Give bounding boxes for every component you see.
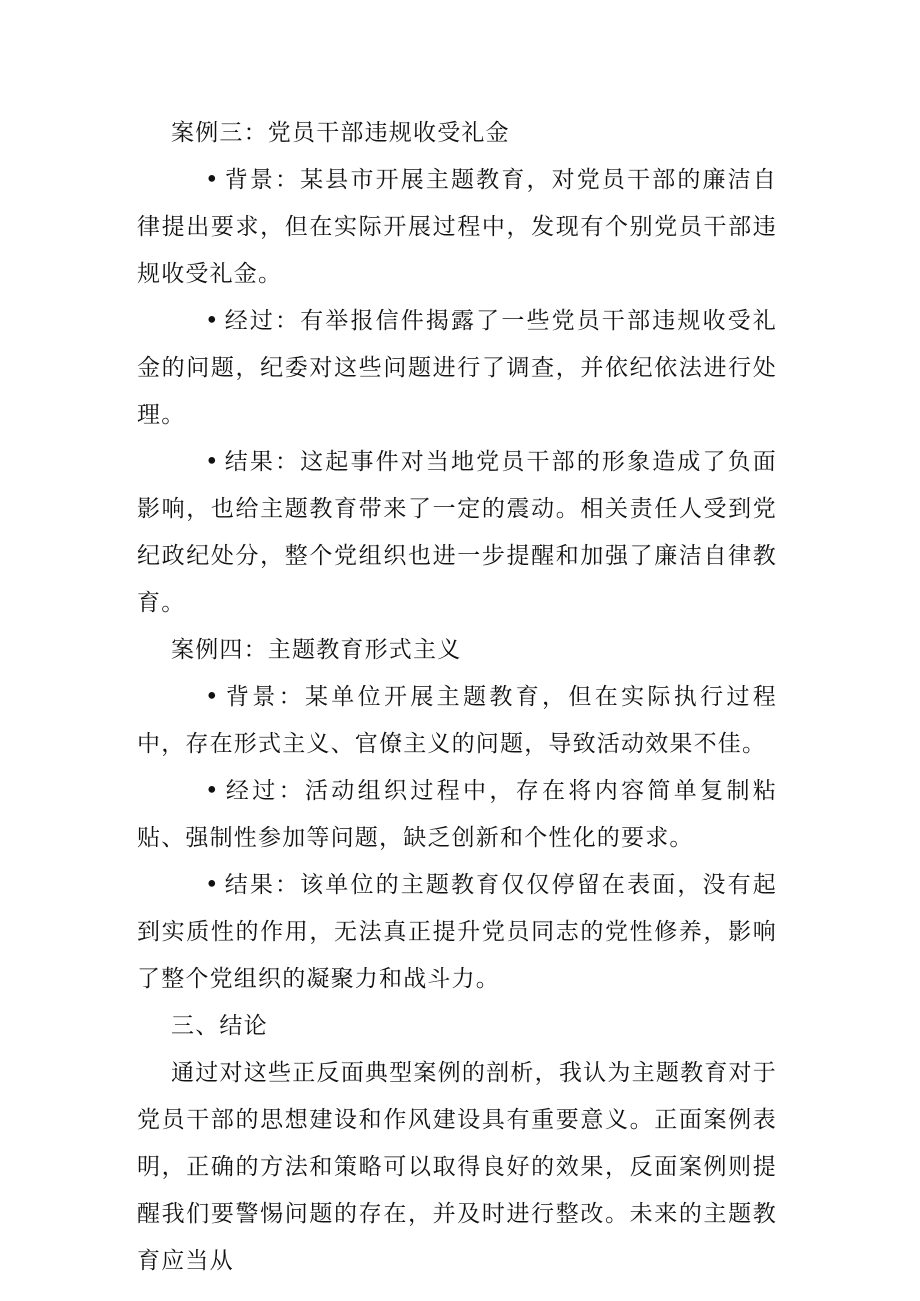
case4-process-text: 经过：活动组织过程中，存在将内容简单复制粘贴、强制性参加等问题，缺乏创新和个性化的要求。	[137, 778, 777, 851]
case4-result-text: 结果：该单位的主题教育仅仅停留在表面，没有起到实质性的作用，无法真正提升党员同志的党性修养，影响了整个党组织的凝聚力和战斗力。	[137, 872, 777, 992]
case4-title: 案例四：主题教育形式主义	[171, 637, 462, 663]
document-body	[137, 110, 777, 1285]
bullet-dot: •	[205, 449, 220, 475]
case4-result-paragraph	[137, 862, 777, 1003]
case3-background-paragraph	[137, 157, 777, 298]
case3-result-paragraph	[137, 439, 777, 627]
case3-background-text: 背景：某县市开展主题教育，对党员干部的廉洁自律提出要求，但在实际开展过程中，发现有个别党员干部违规收受礼金。	[137, 167, 777, 287]
bullet-dot: •	[205, 167, 220, 193]
bullet-dot: •	[205, 778, 220, 804]
case4-process-paragraph	[137, 768, 777, 862]
conclusion-title: 三、结论	[171, 1013, 268, 1039]
case3-process-text: 经过：有举报信件揭露了一些党员干部违规收受礼金的问题，纪委对这些问题进行了调查，并依纪依法进行处理。	[137, 308, 777, 428]
conclusion-paragraph: 通过对这些正反面典型案例的剖析，我认为主题教育对于党员干部的思想建设和作风建设具有重要意义。正面案例表明，正确的方法和策略可以取得良好的效果，反面案例则提醒我们要警惕问题的存在，并及时进行整改。未来的主题教育应当从	[137, 1060, 777, 1274]
case4-background-text: 背景：某单位开展主题教育，但在实际执行过程中，存在形式主义、官僚主义的问题，导致活动效果不佳。	[137, 684, 777, 757]
bullet-dot: •	[205, 872, 220, 898]
case4-background-paragraph	[137, 674, 777, 768]
bullet-dot: •	[205, 684, 220, 710]
case3-title: 案例三：党员干部违规收受礼金	[171, 120, 510, 146]
case3-result-text: 结果：这起事件对当地党员干部的形象造成了负面影响，也给主题教育带来了一定的震动。相关责任人受到党纪政纪处分，整个党组织也进一步提醒和加强了廉洁自律教育。	[137, 449, 777, 616]
bullet-dot: •	[205, 308, 220, 334]
case3-process-paragraph	[137, 298, 777, 439]
